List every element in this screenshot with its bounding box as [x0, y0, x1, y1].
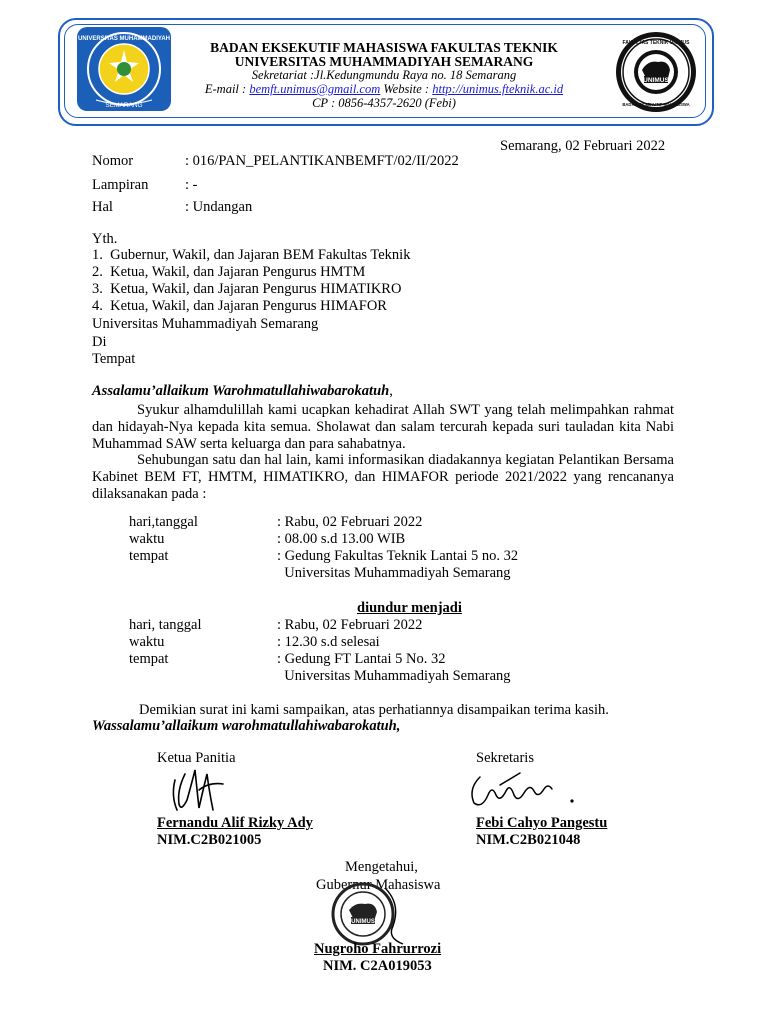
left-signer-role: Ketua Panitia: [157, 750, 236, 766]
schedule1-value: Universitas Muhammadiyah Semarang: [277, 565, 511, 581]
contact-line: [0, 82, 768, 97]
secretariat-address: Sekretariat :Jl.Kedungmundu Raya no. 18 Semarang: [251, 68, 517, 82]
meta-label-nomor: Nomor: [92, 153, 134, 169]
recipient-tempat: Tempat: [92, 351, 136, 367]
recipients-intro: Yth.: [92, 231, 118, 247]
right-signer-nim: NIM.C2B021048: [476, 832, 581, 848]
schedule2-value: : Gedung FT Lantai 5 No. 32: [277, 651, 446, 667]
schedule1-value: : Gedung Fakultas Teknik Lantai 5 no. 32: [277, 548, 519, 564]
email-link[interactable]: bemft.unimus@gmail.com: [249, 82, 381, 96]
contact-person: CP : 0856-4357-2620 (Febi): [312, 96, 456, 110]
paragraph-announcement: Sehubungan satu dan hal lain, kami informasikan diadakannya kegiatan Pelantikan Bersama Kabinet BEM FT, HMTM, HIMATIKRO, dan HIMAFOR periode 2021/2022 yang rencananya dilaksanakan pada :: [92, 452, 674, 502]
center-signer-name: Nugroho Fahrurrozi: [314, 941, 442, 957]
paragraph-opening: Syukur alhamdulillah kami ucapkan kehadirat Allah SWT yang telah melimpahkan rahmat dan hidayah-Nya kepada kita semua. Sholawat dan salam tercurah kepada suri tauladan kita Nabi Muhammad SAW serta keluarga dan para sahabatnya.: [92, 402, 674, 452]
email-label: E-mail :: [204, 82, 250, 96]
bem-ft-logo-center-text: UNIMUS: [643, 77, 669, 84]
stamp-center-text: UNIMUS: [351, 919, 375, 925]
right-signer-name: Febi Cahyo Pangestu: [476, 815, 608, 831]
meta-label-hal: Hal: [92, 199, 113, 215]
recipient-item: 1. Gubernur, Wakil, dan Jajaran BEM Fakultas Teknik: [92, 247, 411, 263]
left-signature-image: [165, 760, 235, 820]
greeting-text: Assalamu’allaikum Warohmatullahiwabarokatuh: [92, 383, 390, 399]
greeting-comma: ,: [389, 383, 393, 399]
schedule2-label: hari, tanggal: [129, 617, 202, 633]
farewell: Wassalamu’allaikum warohmatullahiwabarokatuh,: [92, 718, 401, 734]
schedule2-value: : Rabu, 02 Februari 2022: [277, 617, 423, 633]
meta-value-nomor: : 016/PAN_PELANTIKANBEMFT/02/II/2022: [185, 153, 459, 169]
meta-value-lampiran: : -: [185, 177, 198, 193]
website-label: Website :: [380, 82, 433, 96]
schedule2-value: : 12.30 s.d selesai: [277, 634, 380, 650]
org-name: BADAN EKSEKUTIF MAHASISWA FAKULTAS TEKNIK: [210, 40, 558, 55]
meta-label-lampiran: Lampiran: [92, 177, 149, 193]
schedule1-value: : Rabu, 02 Februari 2022: [277, 514, 423, 530]
letter-date: Semarang, 02 Februari 2022: [500, 138, 666, 154]
center-signer-role: Gubernur Mahasiswa: [316, 877, 441, 893]
right-signature-image: [460, 765, 585, 815]
schedule2-value: Universitas Muhammadiyah Semarang: [277, 668, 511, 684]
right-signer-role: Sekretaris: [476, 750, 534, 766]
recipient-item: 3. Ketua, Wakil, dan Jajaran Pengurus HIMATIKRO: [92, 281, 402, 297]
recipient-item: 4. Ketua, Wakil, dan Jajaran Pengurus HIMAFOR: [92, 298, 387, 314]
closing-sentence: Demikian surat ini kami sampaikan, atas perhatiannya disampaikan terima kasih.: [139, 702, 609, 718]
meta-value-hal: : Undangan: [185, 199, 253, 215]
university-logo-text-bottom: SEMARANG: [105, 102, 143, 109]
postponed-heading: diundur menjadi: [357, 600, 462, 616]
organization-stamp: [315, 880, 415, 950]
center-signer-intro: Mengetahui,: [345, 859, 418, 875]
schedule1-label: tempat: [129, 548, 169, 564]
recipient-organization: Universitas Muhammadiyah Semarang: [92, 316, 319, 332]
left-signer-name: Fernandu Alif Rizky Ady: [157, 815, 313, 831]
greeting: [92, 383, 393, 400]
recipient-item: 2. Ketua, Wakil, dan Jajaran Pengurus HMTM: [92, 264, 366, 280]
schedule2-label: waktu: [129, 634, 165, 650]
left-signer-nim: NIM.C2B021005: [157, 832, 262, 848]
bem-ft-logo-text-top: FAKULTAS TEKNIK UNIMUS: [622, 40, 690, 46]
schedule1-label: waktu: [129, 531, 165, 547]
university-name: UNIVERSITAS MUHAMMADIYAH SEMARANG: [234, 54, 534, 69]
center-signer-nim: NIM. C2A019053: [323, 958, 432, 974]
schedule1-value: : 08.00 s.d 13.00 WIB: [277, 531, 406, 547]
schedule1-label: hari,tanggal: [129, 514, 198, 530]
website-link[interactable]: http://unimus.fteknik.ac.id: [432, 82, 564, 96]
schedule2-label: tempat: [129, 651, 169, 667]
university-logo-text-top: UNIVERSITAS MUHAMMADIYAH: [77, 36, 171, 42]
recipient-di: Di: [92, 334, 107, 350]
bem-ft-logo-text-bottom: BADAN EKSEKUTIF MAHASISWA: [622, 102, 690, 107]
